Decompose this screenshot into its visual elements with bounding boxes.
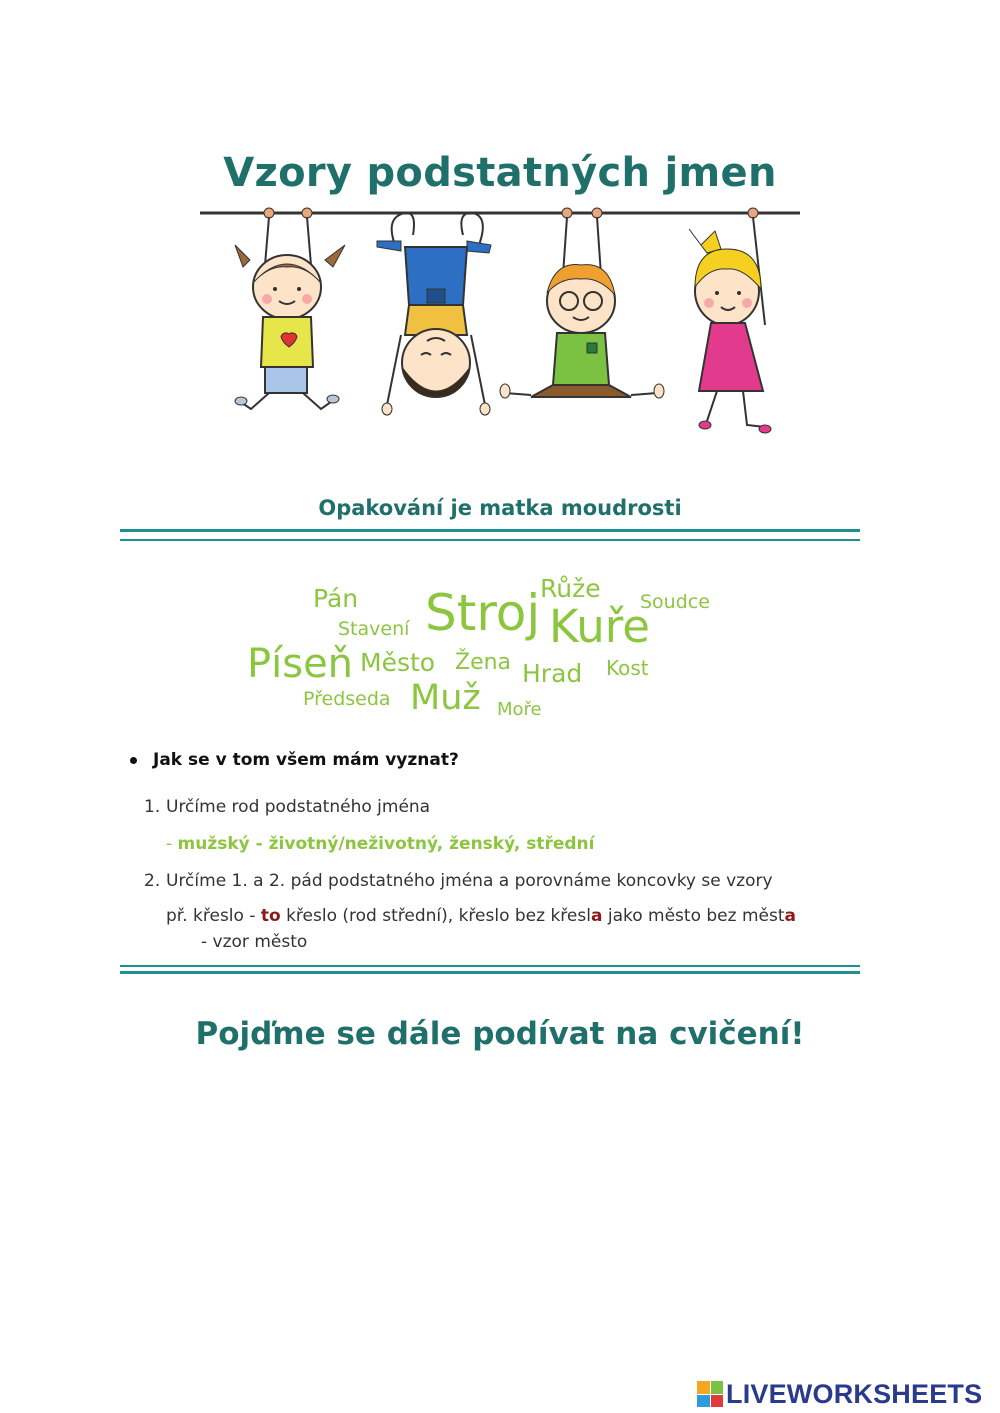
cloud-word: Stroj [425,584,541,642]
cloud-word: Stavení [338,618,410,640]
example-highlight-a: a [784,906,796,926]
logo-text: LIVEWORKSHEETS [726,1378,983,1409]
example-highlight-to: to [260,906,281,926]
step-1 [144,797,430,817]
example-pattern: - vzor město [201,932,308,952]
example-part: křeslo (rod střední), křeslo bez křesl [280,906,591,926]
step-text: Určíme 1. a 2. pád podstatného jména a porovnáme koncovky se vzory [166,871,773,891]
upside-down-boy-figure [377,213,491,415]
cloud-word: Pán [313,584,359,613]
bullet-dot [130,757,137,764]
question-text: Jak se v tom všem mám vyznat? [153,750,459,770]
cloud-word: Předseda [303,688,391,710]
girl-pigtails-figure [235,208,345,409]
example-highlight-a: a [590,906,603,926]
gender-list [166,834,595,854]
example-part: př. křeslo - [166,906,261,926]
boy-glasses-figure [500,208,664,398]
step-number: 1. [144,797,161,817]
cloud-word: Kuře [549,600,650,653]
blonde-girl-figure [689,208,771,433]
step-text: Určíme rod podstatného jména [166,797,431,817]
kids-illustration [195,205,805,445]
cloud-word: Soudce [640,591,710,613]
gender-text: mužský - životný/neživotný, ženský, střední [177,834,595,854]
divider-top-thin [120,539,860,541]
section-subtitle: Opakování je matka moudrosti [318,496,682,520]
cloud-word: Muž [410,678,481,718]
example-line [166,906,796,926]
step-2 [144,871,773,891]
cloud-word: Město [360,648,436,677]
example-part: jako město bez měst [602,906,785,926]
divider-bottom-thick [120,971,860,974]
cloud-word: Kost [606,656,649,680]
call-to-action: Pojďme se dále podívat na cvičení! [195,1016,805,1052]
gender-dash: - [166,834,173,854]
cloud-word: Žena [455,650,512,675]
liveworksheets-logo[interactable] [697,1378,982,1410]
logo-mark-icon [697,1381,723,1407]
question-bullet [130,750,459,770]
cloud-word: Růže [540,574,601,603]
page-title: Vzory podstatných jmen [223,150,777,196]
step-number: 2. [144,871,161,891]
divider-top-thick [120,529,860,532]
cloud-word: Hrad [522,659,583,688]
cloud-word: Píseň [247,641,354,687]
divider-bottom-thin [120,965,860,967]
cloud-word: Moře [497,699,542,720]
